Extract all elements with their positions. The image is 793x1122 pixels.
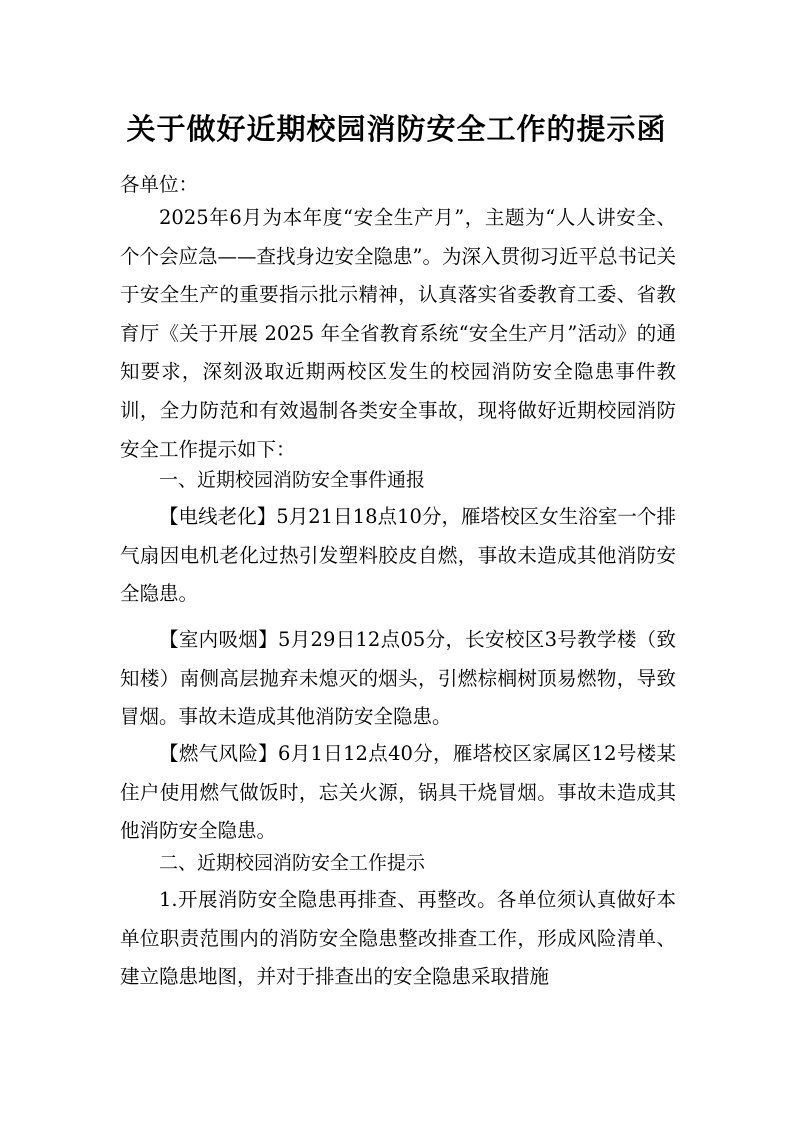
incident-text-smoking: 5月29日12点05分，长安校区3号教学楼（致知楼）南侧高层抛弃未熄灭的烟头，引燃棕榈树顶易燃物，导致冒烟。事故未造成其他消防安全隐患。 xyxy=(120,628,676,729)
incident-paragraph-smoking xyxy=(120,621,676,737)
intro-paragraph: 2025年6月为本年度“安全生产月”，主题为“人人讲安全、个个会应急——查找身边安全隐患”。为深入贯彻习近平总书记关于安全生产的重要指示批示精神，认真落实省委教育工委、省教育厅《关于开展 2025 年全省教育系统“安全生产月”活动》的通知要求，深刻汲取近期两校区发生的校园消防安全隐患事件教训，全力防范和有效遏制各类安全事故，现将做好近期校园消防安全工作提示如下： xyxy=(120,206,676,461)
incident-paragraph-wiring xyxy=(120,498,676,614)
incident-text-wiring: 5月21日18点10分，雁塔校区女生浴室一个排气扇因电机老化过热引发塑料胶皮自燃，事故未造成其他消防安全隐患。 xyxy=(120,505,676,606)
incident-label-smoking: 【室内吸烟】 xyxy=(159,628,278,651)
incident-paragraph-gas xyxy=(120,735,676,851)
document-title: 关于做好近期校园消防安全工作的提示函 xyxy=(126,112,667,146)
incident-label-gas: 【燃气风险】 xyxy=(159,742,278,765)
section-heading-incidents: 一、近期校园消防安全事件通报 xyxy=(159,469,426,491)
salutation: 各单位： xyxy=(120,173,199,196)
incident-label-wiring: 【电线老化】 xyxy=(159,505,277,528)
section-heading-tips: 二、近期校园消防安全工作提示 xyxy=(159,852,426,874)
tip-paragraph-1: 1.开展消防安全隐患再排查、再整改。各单位须认真做好本单位职责范围内的消防安全隐患整改排查工作，形成风险清单、建立隐患地图，并对于排查出的安全隐患采取措施 xyxy=(120,888,676,989)
incident-text-gas: 6月1日12点40分，雁塔校区家属区12号楼某住户使用燃气做饭时，忘关火源，锅具干烧冒烟。事故未造成其他消防安全隐患。 xyxy=(120,742,676,843)
